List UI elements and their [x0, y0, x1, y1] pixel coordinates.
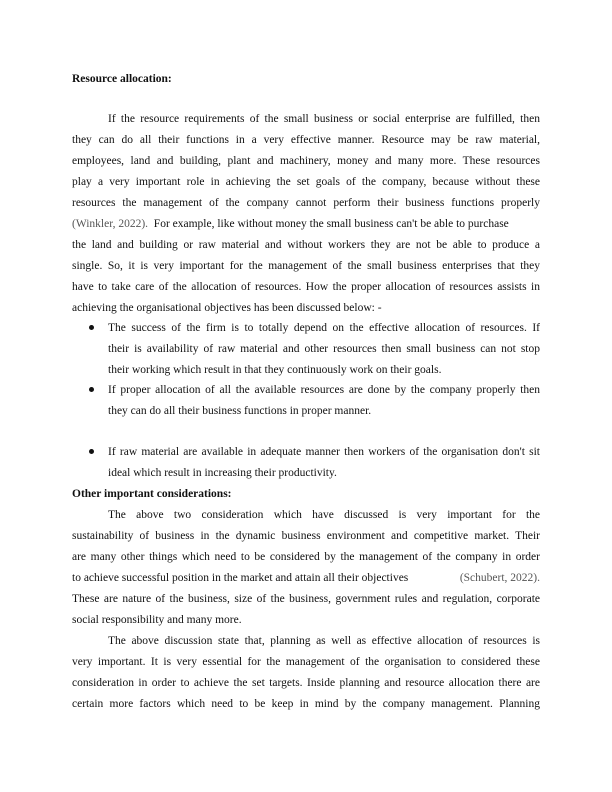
paragraph-line: employees, land and building, plant and machinery, money and many more. These resources — [72, 155, 540, 167]
paragraph-line: are many other things which need to be considered by the management of the company in order — [72, 551, 540, 563]
paragraph-line — [72, 217, 509, 231]
list-item-line: they can do all their business functions in proper manner. — [108, 405, 372, 417]
paragraph-line: The above discussion state that, planning as well as effective allocation of resources is — [108, 635, 540, 647]
citation: (Schubert, 2022). — [459, 572, 540, 584]
paragraph-line: achieving the organisational objectives has been discussed below: - — [72, 302, 382, 314]
citation: (Winkler, 2022). — [72, 218, 149, 230]
paragraph-line: they can do all their functions in a very effective manner. Resource may be raw material, — [72, 134, 540, 146]
paragraph-line: The above two consideration which have discussed is very important for the — [108, 509, 540, 521]
paragraph-text: For example, like without money the small business can't be able to purchase — [153, 218, 509, 230]
paragraph-line: certain more factors which need to be keep in mind by the company management. Planning — [72, 698, 540, 710]
paragraph-line: These are nature of the business, size of the business, government rules and regulation, corporate — [72, 593, 540, 605]
paragraph-line: play a very important role in achieving the set goals of the company, because without these — [72, 176, 540, 188]
paragraph-line: social responsibility and many more. — [72, 614, 242, 626]
bullet-icon — [89, 325, 94, 330]
paragraph-line: resources the management of the company cannot perform their business functions properly — [72, 197, 540, 209]
list-item-line: If proper allocation of all the available resources are done by the company properly then — [108, 384, 540, 396]
paragraph-line: very important. It is very essential for the management of the organisation to considered these — [72, 656, 540, 668]
section-heading-other-considerations: Other important considerations: — [72, 488, 232, 500]
bullet-icon — [89, 387, 94, 392]
paragraph-line — [72, 571, 540, 585]
list-item-line: If raw material are available in adequate manner then workers of the organisation don't sit — [108, 446, 540, 458]
paragraph-line: If the resource requirements of the small business or social enterprise are fulfilled, then — [108, 113, 540, 125]
list-item-line: The success of the firm is to totally depend on the effective allocation of resources. If — [108, 322, 540, 334]
list-item-line: their is availability of raw material and other resources then small business can not stop — [108, 343, 540, 355]
paragraph-line: the land and building or raw material and without workers they are not be able to produce a — [72, 239, 540, 251]
paragraph-line: have to take care of the allocation of resources. How the proper allocation of resources assists in — [72, 281, 540, 293]
list-item-line: their working which result in that they continuously work on their goals. — [108, 364, 442, 376]
paragraph-text: to achieve successful position in the market and attain all their objectives — [72, 572, 409, 584]
paragraph-line: consideration in order to achieve the set targets. Inside planning and resource allocation there are — [72, 677, 540, 689]
paragraph-line: single. So, it is very important for the management of the small business enterprises that they — [72, 260, 540, 272]
list-item-line: ideal which result in increasing their productivity. — [108, 467, 337, 479]
bullet-icon — [89, 449, 94, 454]
section-heading-resource-allocation: Resource allocation: — [72, 73, 172, 85]
paragraph-line: sustainability of business in the dynamic business environment and competitive market. Their — [72, 530, 540, 542]
